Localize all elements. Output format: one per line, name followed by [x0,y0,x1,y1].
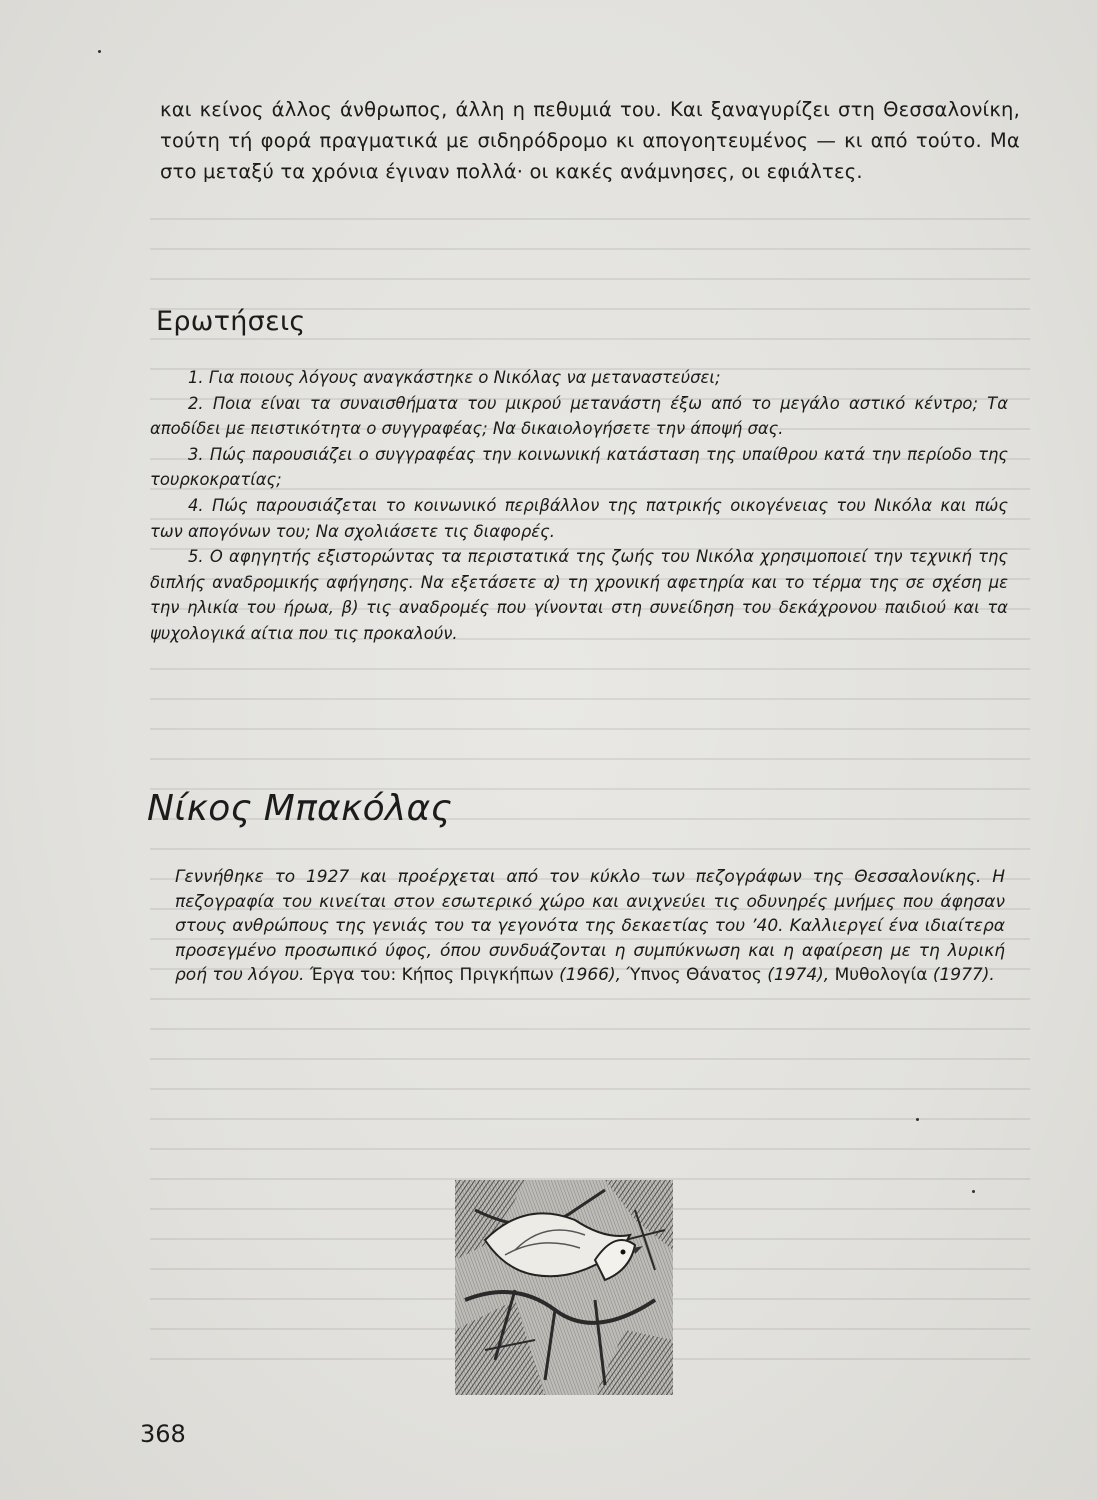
question-item: 4. Πώς παρουσιάζεται το κοινωνικό περιβάλλον της πατρικής οικογένειας του Νικόλα και πώς των απογόνων του; Να σχολιάσετε τις διαφορές. [150,495,1008,541]
author-bio [175,865,1005,988]
work-year: (1966), [559,965,622,985]
question-item: 3. Πώς παρουσιάζει ο συγγραφέας την κοινωνική κατάσταση της υπαίθρου κατά την περίοδο της τουρκοκρατίας; [150,444,1008,490]
questions-list [150,365,1008,647]
work-title: Ύπνος Θάνατος [626,965,762,985]
question-item: 2. Ποια είναι τα συναισθήματα του μικρού μετανάστη έξω από το μεγάλο αστικό κέντρο; Τα αποδίδει με πειστικότητα ο συγγραφέας; Να δικαιολογήσετε την άποψή σας. [150,393,1008,439]
question-item: 1. Για ποιους λόγους αναγκάστηκε ο Νικόλας να μεταναστεύσει; [188,368,721,387]
works-label: Έργα του: [309,965,397,985]
dove-illustration [455,1180,673,1395]
page-number: 368 [140,1420,186,1448]
intro-text: και κείνος άλλος άνθρωπος, άλλη η πεθυμιά του. Και ξαναγυρίζει στη Θεσσαλονίκη, τούτη τή φορά πραγματικά με σιδηρόδρομο κι απογοητευμένος — κι από τούτο. Μα στο μεταξύ τα χρόνια έγιναν πολλά· οι κακές ανάμνησες, οι εφιάλτες. [160,98,1020,183]
questions-heading: Ερωτήσεις [156,306,306,337]
work-year: (1974), [767,965,830,985]
work-year: (1977). [932,965,995,985]
question-item: 5. Ο αφηγητής εξιστορώντας τα περιστατικά της ζωής του Νικόλα χρησιμοποιεί την τεχνική της διπλής αναδρομικής αφήγησης. Να εξετάσετε α) τη χρονική αφετηρία και το τέρμα της σε σχέση με την ηλικία του ήρωα, β) τις αναδρομές που γίνονται στη συνείδηση του δεκάχρονου παιδιού και τα ψυχολογικά αίτια που τις προκαλούν. [150,547,1008,643]
intro-paragraph [160,94,1020,187]
paper-speck [972,1190,975,1193]
paper-speck [916,1118,919,1121]
paper-speck [98,50,101,53]
bio-text: Γεννήθηκε το 1927 και προέρχεται από τον κύκλο των πεζογράφων της Θεσσαλονίκης. Η πεζογραφία του κινείται στον εσωτερικό χώρο και ανιχνεύει τις οδυνηρές μνήμες που άφησαν στους ανθρώπους της γενιάς του τα γεγονότα της δεκαετίας του ’40. Καλλιεργεί ένα ιδιαίτερα προσεγμένο προσωπικό ύφος, όπου συνδυάζονται η συμπύκνωση και η αφαίρεση με τη λυρική ροή του λόγου. [175,867,1005,985]
work-title: Κήπος Πριγκήπων [401,965,554,985]
work-title: Μυθολογία [834,965,928,985]
author-name: Νίκος Μπακόλας [147,788,452,829]
